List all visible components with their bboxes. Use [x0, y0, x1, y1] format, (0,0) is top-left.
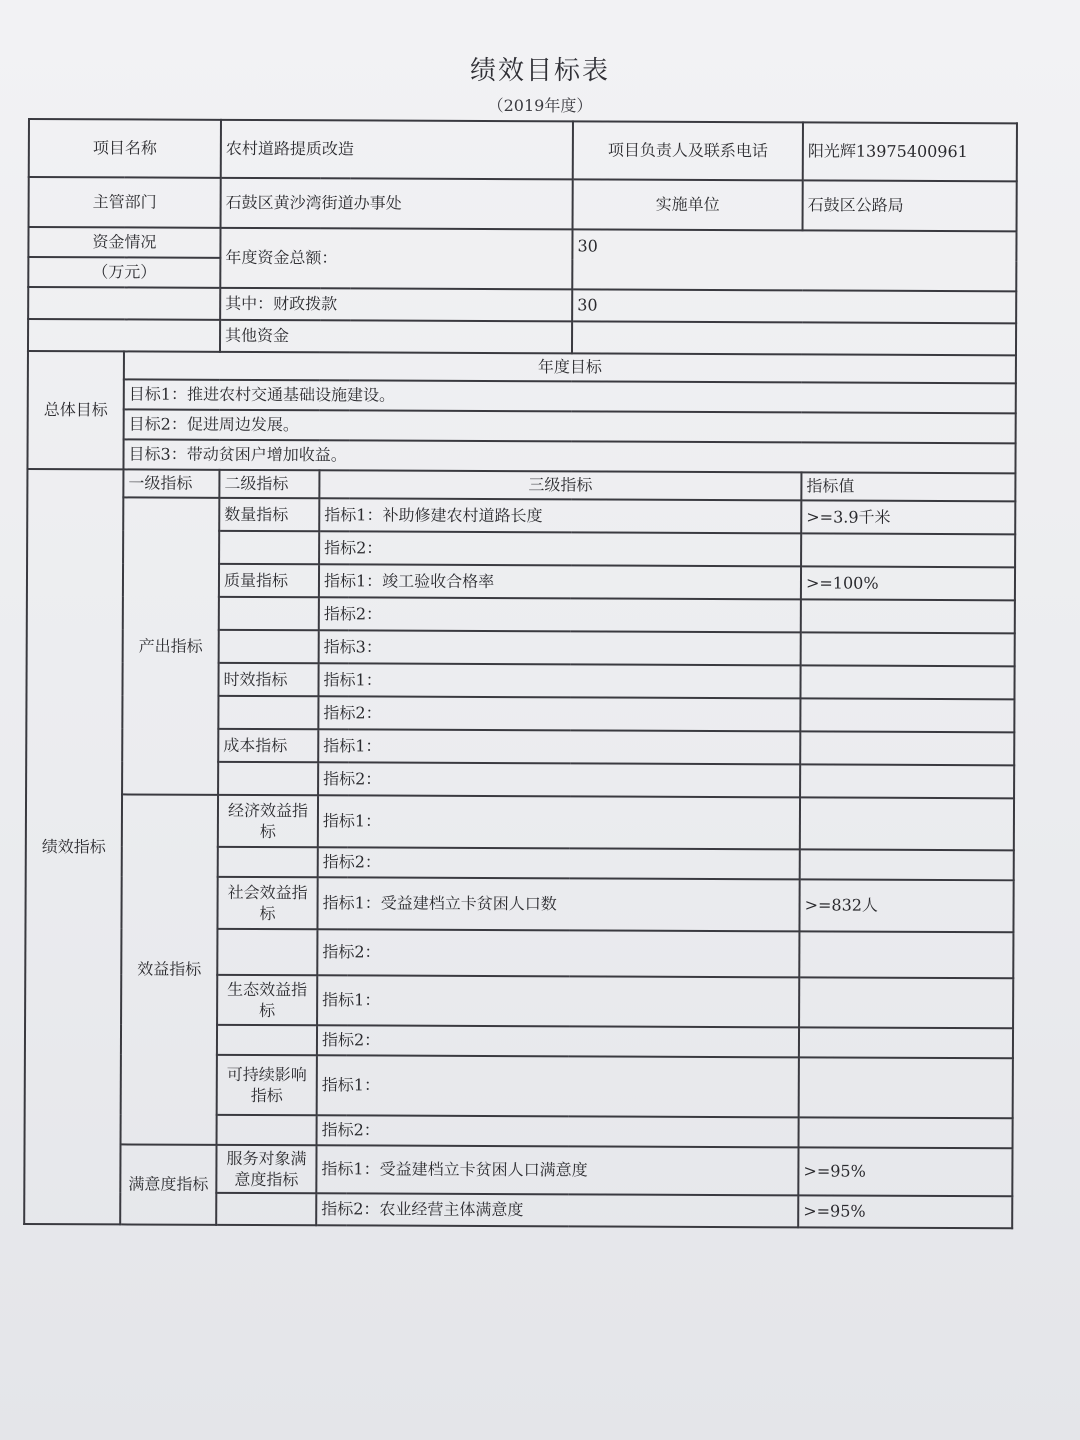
- fund-row-1: [28, 227, 1016, 261]
- service-satisfaction-label: 服务对象满意度指标: [216, 1145, 316, 1193]
- indicator-name: 指标2：: [318, 847, 800, 879]
- indicator-name: 指标1：: [317, 1055, 799, 1117]
- col-header-value: 指标值: [801, 472, 1015, 501]
- social-indicator-label: 社会效益指标: [217, 877, 317, 929]
- indicator-row: [24, 1144, 1012, 1196]
- economic-indicator-label: 经济效益指标: [218, 795, 318, 847]
- indicator-name: 指标2：: [317, 1115, 799, 1147]
- indicator-value: [800, 698, 1014, 732]
- info-row-1: [29, 119, 1017, 181]
- indicator-name: 指标1：: [318, 795, 800, 849]
- annual-total-label: 年度资金总额：: [220, 228, 572, 290]
- indicator-value: >=95%: [798, 1147, 1012, 1196]
- goal-item: 目标2：促进周边发展。: [124, 409, 1016, 443]
- fund-label: 资金情况: [28, 227, 220, 258]
- indicator-value: [800, 764, 1014, 798]
- col-header-level3: 三级指标: [319, 470, 801, 500]
- indicator-name: 指标2：: [317, 929, 799, 977]
- col-header-level2: 二级指标: [219, 470, 319, 498]
- level2-blank: [217, 929, 317, 975]
- indicator-value: [799, 1027, 1013, 1058]
- dept-label: 主管部门: [29, 177, 221, 228]
- cost-indicator-label: 成本指标: [218, 729, 318, 762]
- goal-row: [27, 439, 1015, 473]
- indicator-value: >=832人: [799, 879, 1013, 932]
- level2-blank: [217, 1025, 317, 1055]
- benefit-indicator-label: 效益指标: [121, 794, 219, 1144]
- other-fund-value: [572, 321, 1016, 355]
- project-name-label: 项目名称: [29, 119, 221, 178]
- indicator-name: 指标1：: [318, 729, 800, 764]
- indicator-value: >=3.9千米: [801, 500, 1015, 534]
- level2-blank: [219, 597, 319, 630]
- performance-indicator-label: 绩效指标: [24, 469, 123, 1224]
- indicator-name: 指标2：农业经营主体满意度: [316, 1193, 798, 1227]
- manager-value: 阳光辉13975400961: [803, 122, 1017, 181]
- indicator-name: 指标2：: [319, 597, 801, 632]
- other-fund-label: 其他资金: [220, 320, 572, 354]
- impl-label: 实施单位: [573, 179, 803, 230]
- annual-goal-header: 年度目标: [124, 351, 1016, 383]
- indicator-value: [800, 797, 1014, 850]
- indicator-value: >=95%: [798, 1195, 1012, 1228]
- indicator-value: [801, 632, 1015, 666]
- info-row-2: [29, 177, 1017, 231]
- indicator-value: [800, 731, 1014, 765]
- level2-blank: [218, 762, 318, 795]
- indicator-header-row: [27, 469, 1015, 501]
- indicator-row: [27, 497, 1015, 534]
- level2-blank: [218, 696, 318, 729]
- fiscal-blank: [28, 287, 220, 320]
- level2-blank: [218, 847, 318, 877]
- col-header-level1: 一级指标: [123, 469, 219, 497]
- indicator-name: 指标3：: [319, 630, 801, 665]
- impl-value: 石鼓区公路局: [803, 180, 1017, 231]
- other-blank: [28, 319, 220, 352]
- ecology-indicator-label: 生态效益指标: [217, 975, 317, 1025]
- quantity-indicator-label: 数量指标: [219, 498, 319, 531]
- annual-total-value: 30: [572, 229, 1016, 291]
- indicator-name: 指标2：: [317, 1025, 799, 1057]
- indicator-value: >=100%: [801, 566, 1015, 600]
- goals-header-row: [28, 351, 1016, 383]
- sustainability-indicator-label: 可持续影响指标: [217, 1055, 317, 1115]
- level2-blank: [216, 1193, 316, 1225]
- fund-unit-label: （万元）: [28, 257, 220, 288]
- goal-item: 目标1：推进农村交通基础设施建设。: [124, 379, 1016, 413]
- indicator-name: 指标1：受益建档立卡贫困人口数: [317, 877, 799, 931]
- indicator-name: 指标1：补助修建农村道路长度: [319, 498, 801, 533]
- quality-indicator-label: 质量指标: [219, 564, 319, 597]
- goal-row: [28, 409, 1016, 443]
- fiscal-label: 其中：财政拨款: [220, 288, 572, 322]
- performance-target-sheet: [23, 118, 1016, 1232]
- indicator-value: [799, 931, 1013, 978]
- indicator-value: [801, 665, 1015, 699]
- dept-value: 石鼓区黄沙湾街道办事处: [221, 178, 573, 230]
- overall-goal-label: 总体目标: [27, 351, 124, 469]
- indicator-name: 指标1：竣工验收合格率: [319, 564, 801, 599]
- indicator-name: 指标2：: [318, 762, 800, 797]
- indicator-value: [800, 849, 1014, 880]
- other-fund-row: [28, 319, 1016, 355]
- indicator-value: [799, 1057, 1013, 1118]
- page-title: 绩效目标表: [469, 56, 610, 86]
- satisfaction-indicator-label: 满意度指标: [120, 1144, 216, 1224]
- indicator-name: 指标1：受益建档立卡贫困人口满意度: [316, 1145, 798, 1195]
- performance-table: [23, 118, 1018, 1229]
- indicator-value: [801, 599, 1015, 633]
- level2-blank: [217, 1115, 317, 1145]
- indicator-name: 指标1：: [318, 663, 800, 698]
- indicator-value: [799, 1117, 1013, 1148]
- manager-label: 项目负责人及联系电话: [573, 121, 803, 180]
- indicator-name: 指标2：: [318, 696, 800, 731]
- fiscal-row: [28, 287, 1016, 323]
- fiscal-value: 30: [572, 289, 1016, 323]
- indicator-name: 指标2：: [319, 531, 801, 566]
- indicator-name: 指标1：: [317, 975, 799, 1027]
- indicator-value: [799, 977, 1013, 1028]
- level2-blank: [219, 531, 319, 564]
- timeliness-indicator-label: 时效指标: [218, 663, 318, 696]
- goal-row: [28, 379, 1016, 413]
- project-name-value: 农村道路提质改造: [221, 120, 573, 180]
- level2-blank: [219, 630, 319, 663]
- output-indicator-label: 产出指标: [122, 497, 219, 794]
- indicator-row: [26, 794, 1014, 850]
- goal-item: 目标3：带动贫困户增加收益。: [123, 439, 1015, 473]
- page-subtitle: （2019年度）: [487, 96, 593, 115]
- indicator-value: [801, 533, 1015, 567]
